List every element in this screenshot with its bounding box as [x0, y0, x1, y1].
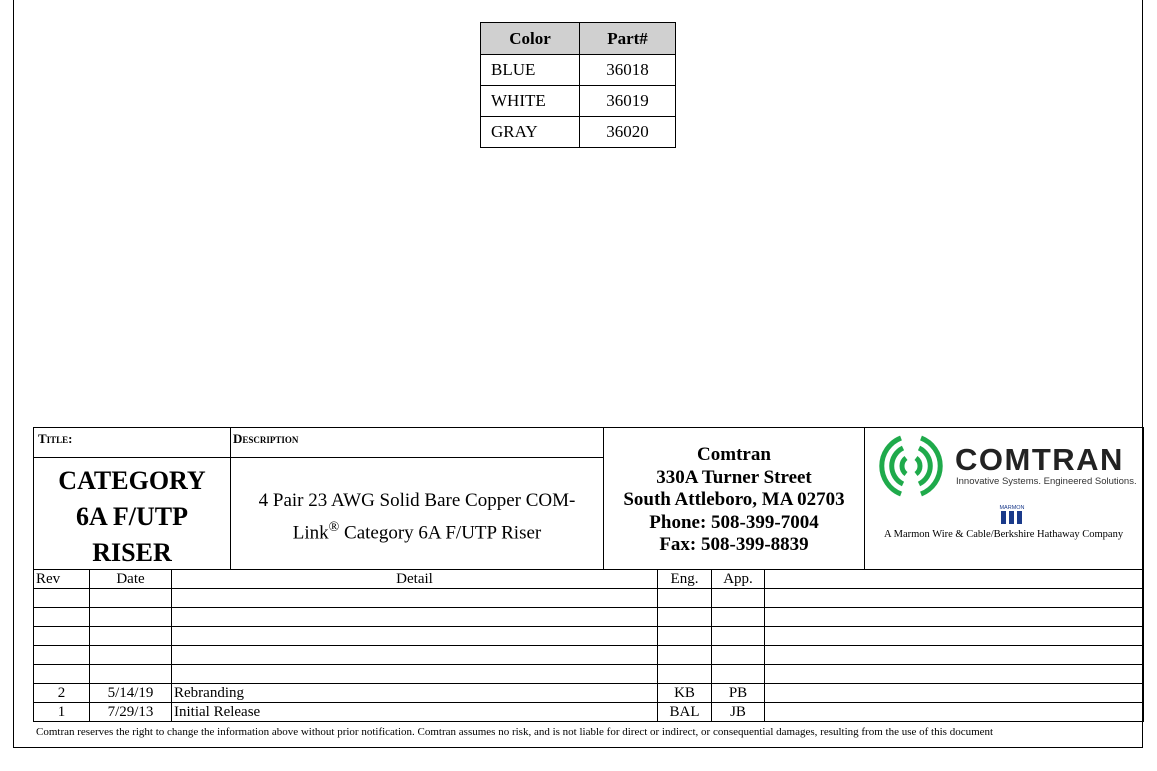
comtran-logo-icon [876, 432, 946, 500]
title-label: Title: [38, 431, 73, 446]
fax-number: Fax: 508-399-8839 [659, 534, 809, 555]
table-row [481, 55, 676, 86]
color-cell: BLUE [481, 55, 580, 86]
blank-cell [90, 589, 172, 608]
blank-cell [765, 646, 1144, 665]
blank-cell [765, 608, 1144, 627]
blank-cell [765, 589, 1144, 608]
description-label-cell [230, 427, 604, 458]
date-cell: 5/14/19 [90, 684, 172, 703]
blank-cell [658, 646, 712, 665]
blank-cell [34, 589, 90, 608]
part-cell: 36018 [580, 55, 676, 86]
blank-cell [712, 646, 765, 665]
eng-cell: KB [658, 684, 712, 703]
blank-cell [658, 589, 712, 608]
blank-cell [172, 608, 658, 627]
description-text: Category 6A F/UTP Riser [339, 522, 542, 544]
marmon-logo-text: MARMON [999, 505, 1025, 511]
title-line: 6A F/UTP [76, 502, 188, 531]
table-row [481, 117, 676, 148]
rev-cell: 1 [34, 703, 90, 722]
phone-number: Phone: 508-399-7004 [649, 511, 819, 533]
blank-cell [765, 570, 1144, 589]
blank-cell [658, 627, 712, 646]
title-line: RISER [92, 538, 172, 567]
date-cell: 7/29/13 [90, 703, 172, 722]
disclaimer-footer: Comtran reserves the right to change the information above without prior notification. Comtran assumes no risk, and is not liable for direct or indirect, or consequential damages, resulting from the use of this document [36, 726, 994, 738]
part-cell: 36020 [580, 117, 676, 148]
part-cell: 36019 [580, 86, 676, 117]
table-row [34, 589, 1144, 608]
title-label-cell [33, 427, 231, 458]
detail-header: Detail [172, 570, 658, 589]
blank-cell [172, 646, 658, 665]
registered-mark: ® [328, 520, 340, 535]
company-name: Comtran [697, 444, 771, 465]
blank-cell [90, 646, 172, 665]
eng-cell: BAL [658, 703, 712, 722]
marmon-logo-icon [998, 502, 1026, 526]
blank-cell [172, 627, 658, 646]
city-address: South Attleboro, MA 02703 [623, 489, 845, 510]
logo-wordmark: COMTRAN [955, 442, 1124, 477]
color-cell: WHITE [481, 86, 580, 117]
blank-cell [658, 608, 712, 627]
table-row [34, 646, 1144, 665]
blank-cell [34, 646, 90, 665]
blank-cell [172, 589, 658, 608]
logo-tagline: Innovative Systems. Engineered Solutions. [956, 476, 1137, 487]
address-cell [603, 427, 865, 570]
table-row [34, 665, 1144, 684]
blank-cell [34, 627, 90, 646]
table-header-row [481, 23, 676, 55]
table-row [34, 684, 1144, 703]
color-header: Color [481, 23, 580, 55]
table-row [34, 627, 1144, 646]
table-row [34, 703, 1144, 722]
detail-cell: Initial Release [172, 703, 658, 722]
marmon-company-line: A Marmon Wire & Cable/Berkshire Hathaway Company [884, 529, 1124, 540]
revision-header-row [34, 570, 1144, 589]
street-address: 330A Turner Street [656, 466, 812, 488]
revision-table [33, 569, 1144, 722]
title-value-cell [33, 457, 231, 570]
blank-cell [765, 684, 1144, 703]
date-header: Date [90, 570, 172, 589]
rev-cell: 2 [34, 684, 90, 703]
blank-cell [765, 665, 1144, 684]
blank-cell [90, 665, 172, 684]
description-text: Link [292, 522, 329, 544]
description-label: Description [233, 431, 299, 446]
part-header: Part# [580, 23, 676, 55]
app-header: App. [712, 570, 765, 589]
blank-cell [172, 665, 658, 684]
color-part-table [480, 22, 676, 148]
blank-cell [658, 665, 712, 684]
blank-cell [90, 608, 172, 627]
blank-cell [34, 665, 90, 684]
blank-cell [765, 703, 1144, 722]
blank-cell [34, 608, 90, 627]
rev-header: Rev [34, 570, 90, 589]
blank-cell [712, 589, 765, 608]
blank-cell [712, 627, 765, 646]
blank-cell [765, 627, 1144, 646]
detail-cell: Rebranding [172, 684, 658, 703]
color-cell: GRAY [481, 117, 580, 148]
table-row [34, 608, 1144, 627]
description-line [231, 514, 603, 546]
blank-cell [712, 665, 765, 684]
description-line: 4 Pair 23 AWG Solid Bare Copper COM- [258, 490, 576, 511]
app-cell: JB [712, 703, 765, 722]
table-row [481, 86, 676, 117]
app-cell: PB [712, 684, 765, 703]
eng-header: Eng. [658, 570, 712, 589]
description-value-cell [230, 457, 604, 570]
title-line: CATEGORY [58, 466, 206, 495]
blank-cell [712, 608, 765, 627]
blank-cell [90, 627, 172, 646]
